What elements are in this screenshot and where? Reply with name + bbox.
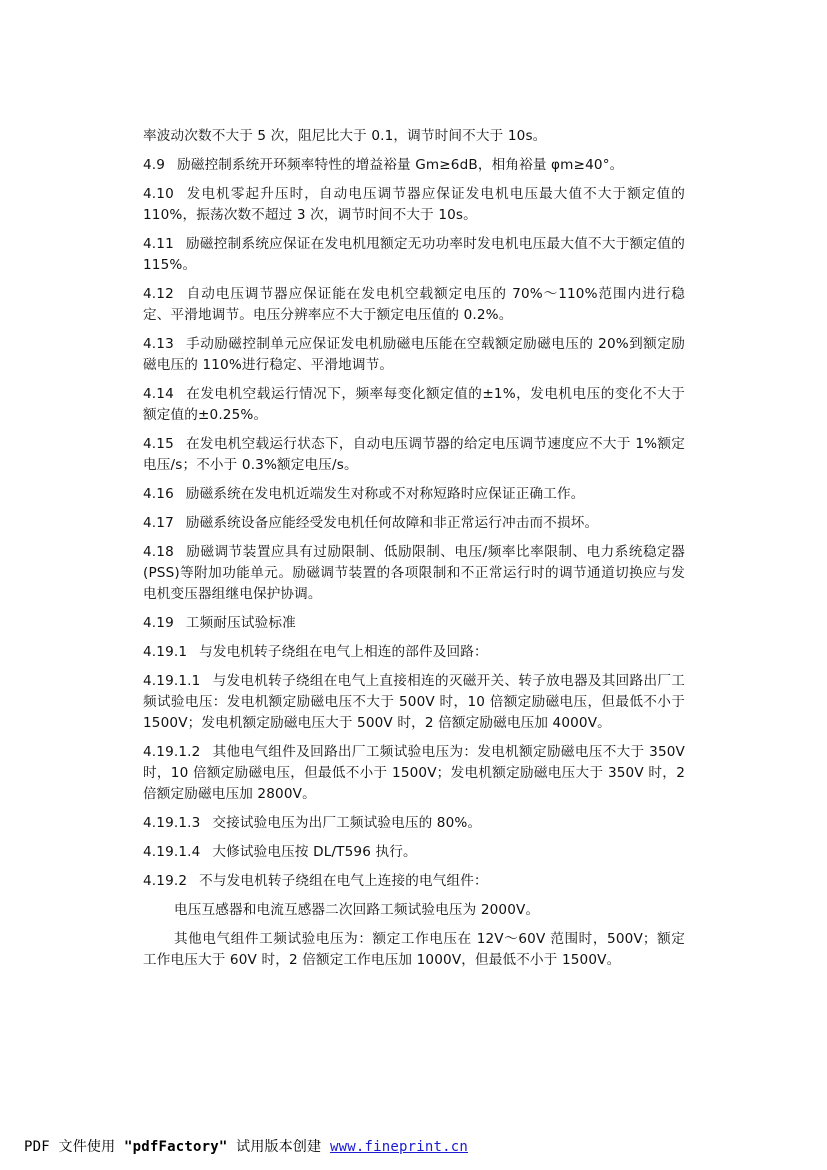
clause-4-10	[143, 184, 685, 226]
clause-number: 4.14	[143, 386, 174, 402]
clause-number: 4.16	[143, 486, 174, 502]
clause-4-19	[143, 613, 685, 634]
clause-4-16	[143, 484, 685, 505]
clause-4-9	[143, 155, 685, 176]
clause-text: 其他电气组件及回路出厂工频试验电压为：发电机额定励磁电压不大于 350V 时，10 倍额定励磁电压，但最低不小于 1500V；发电机额定励磁电压大于 350V 时，2 倍额定励磁电压加 2800V。	[143, 744, 685, 802]
clause-number: 4.9	[143, 157, 166, 173]
clause-4-19-2	[143, 871, 685, 892]
footer-product: "pdfFactory"	[123, 1139, 228, 1155]
clause-4-17	[143, 513, 685, 534]
clause-4-15	[143, 434, 685, 476]
clause-text: 与发电机转子绕组在电气上相连的部件及回路：	[199, 644, 488, 660]
pdf-footer	[24, 1136, 468, 1156]
indented-paragraph: 电压互感器和电流互感器二次回路工频试验电压为 2000V。	[174, 902, 540, 918]
clause-4-19-1-1	[143, 671, 685, 734]
clause-number: 4.10	[143, 186, 174, 202]
clause-text: 与发电机转子绕组在电气上直接相连的灭磁开关、转子放电器及其回路出厂工频试验电压：发电机额定励磁电压不大于 500V 时，10 倍额定励磁电压，但最低不小于 1500V；发电机额定励磁电压大于 500V 时，2 倍额定励磁电压加 4000V。	[143, 673, 685, 731]
clause-number: 4.13	[143, 336, 174, 352]
clause-4-19-1-3	[143, 813, 685, 834]
clause-text: 励磁系统设备应能经受发电机任何故障和非正常运行冲击而不损坏。	[185, 515, 599, 531]
clause-text: 励磁控制系统应保证在发电机甩额定无功功率时发电机电压最大值不大于额定值的 115%。	[143, 236, 685, 273]
clause-text: 励磁调节装置应具有过励限制、低励限制、电压/频率比率限制、电力系统稳定器(PSS)等附加功能单元。励磁调节装置的各项限制和不正常运行时的调节通道切换应与发电机变压器组继电保护协调。	[143, 544, 685, 602]
footer-suffix: 试用版本创建	[227, 1139, 330, 1155]
clause-number: 4.19	[143, 615, 174, 631]
clause-text: 自动电压调节器应保证能在发电机空载额定电压的 70%～110%范围内进行稳定、平滑地调节。电压分辨率应不大于额定电压值的 0.2%。	[143, 286, 685, 323]
clause-number: 4.19.1	[143, 644, 188, 660]
clause-4-19-1	[143, 642, 685, 663]
clause-number: 4.11	[143, 236, 174, 252]
clause-number: 4.19.1.1	[143, 673, 201, 689]
clause-text: 大修试验电压按 DL/T596 执行。	[212, 844, 417, 860]
clause-text: 手动励磁控制单元应保证发电机励磁电压能在空载额定励磁电压的 20%到额定励磁电压的 110%进行稳定、平滑地调节。	[143, 336, 685, 373]
clause-text: 工频耐压试验标准	[185, 615, 296, 631]
clause-text: 励磁系统在发电机近端发生对称或不对称短路时应保证正确工作。	[185, 486, 585, 502]
paragraph-continuation: 率波动次数不大于 5 次，阻尼比大于 0.1，调节时间不大于 10s。	[143, 128, 547, 144]
clause-number: 4.15	[143, 436, 174, 452]
clause-number: 4.12	[143, 286, 174, 302]
clause-text: 交接试验电压为出厂工频试验电压的 80%。	[212, 815, 482, 831]
clause-text: 发电机零起升压时，自动电压调节器应保证发电机电压最大值不大于额定值的 110%，振荡次数不超过 3 次，调节时间不大于 10s。	[143, 186, 685, 223]
clause-text: 不与发电机转子绕组在电气上连接的电气组件：	[199, 873, 488, 889]
clause-number: 4.17	[143, 515, 174, 531]
footer-prefix: PDF 文件使用	[24, 1139, 124, 1155]
clause-4-13	[143, 334, 685, 376]
clause-number: 4.18	[143, 544, 174, 560]
clause-number: 4.19.2	[143, 873, 188, 889]
clause-4-14	[143, 384, 685, 426]
indented-paragraph: 其他电气组件工频试验电压为：额定工作电压在 12V～60V 范围时，500V；额定工作电压大于 60V 时，2 倍额定工作电压加 1000V，但最低不小于 1500V。	[143, 931, 685, 968]
clause-4-11	[143, 234, 685, 276]
clause-4-18	[143, 542, 685, 605]
clause-number: 4.19.1.4	[143, 844, 201, 860]
clause-text: 在发电机空载运行情况下，频率每变化额定值的±1%，发电机电压的变化不大于额定值的±0.25%。	[143, 386, 685, 423]
clause-text: 在发电机空载运行状态下，自动电压调节器的给定电压调节速度应不大于 1%额定电压/s；不小于 0.3%额定电压/s。	[143, 436, 685, 473]
clause-text: 励磁控制系统开环频率特性的增益裕量 Gm≥6dB，相角裕量 φm≥40°。	[177, 157, 624, 173]
clause-number: 4.19.1.3	[143, 815, 201, 831]
document-body	[143, 126, 685, 979]
clause-4-19-1-4	[143, 842, 685, 863]
clause-4-12	[143, 284, 685, 326]
footer-link[interactable]: www.fineprint.cn	[329, 1139, 469, 1155]
clause-number: 4.19.1.2	[143, 744, 201, 760]
clause-4-19-1-2	[143, 742, 685, 805]
